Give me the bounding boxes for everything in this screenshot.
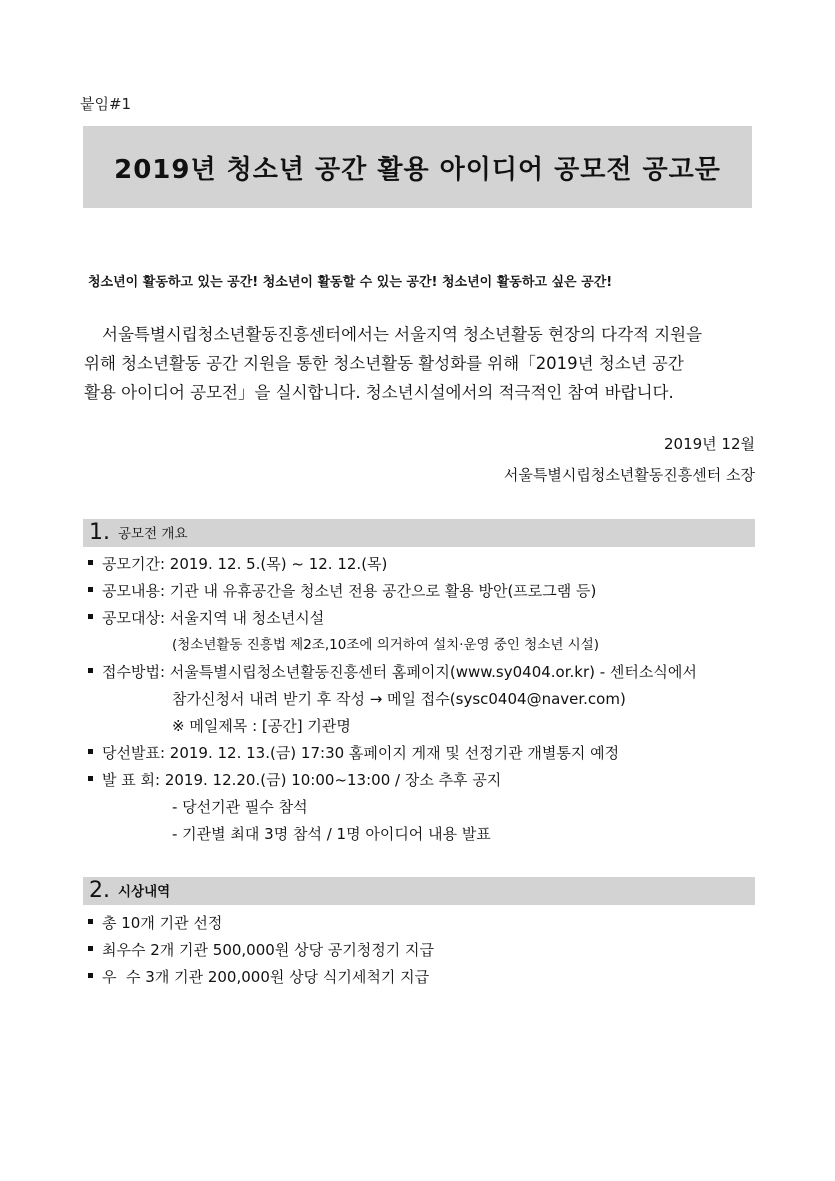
section-number: 1. — [89, 520, 110, 545]
section-title: 공모전 개요 — [118, 526, 188, 542]
list-item-content: 공모내용: 기관 내 유휴공간을 청소년 전용 공간으로 활용 방안(프로그램 등) — [88, 578, 758, 605]
list-item-presentation: 발 표 회: 2019. 12.20.(금) 10:00~13:00 / 장소 추후 공지 — [88, 767, 758, 794]
list-item-period: 공모기간: 2019. 12. 5.(목) ~ 12. 12.(목) — [88, 551, 758, 578]
issuing-organization: 서울특별시립청소년활동진흥센터 소장 — [503, 466, 755, 484]
list-item-method: 접수방법: 서울특별시립청소년활동진흥센터 홈페이지(www.sy0404.or.kr) - 센터소식에서 — [88, 659, 758, 686]
list-item-method-line2: 참가신청서 내려 받기 후 작성 → 메일 접수(sysc0404@naver.com) — [172, 690, 626, 708]
attachment-label: 붙임#1 — [80, 95, 132, 113]
bullet-icon — [88, 776, 93, 781]
section-number: 2. — [89, 878, 110, 903]
list-item-announcement: 당선발표: 2019. 12. 13.(금) 17:30 홈페이지 게재 및 선정기관 개별통지 예정 — [88, 740, 758, 767]
list-item-total: 총 10개 기관 선정 — [88, 910, 758, 937]
list-item-target-note: (청소년활동 진흥법 제2조,10조에 의거하여 설치·운영 중인 청소년 시설) — [172, 637, 600, 653]
section-header-overview — [83, 519, 755, 547]
list-item-presentation-sub: - 당선기관 필수 참석 — [172, 798, 308, 816]
bullet-icon — [88, 587, 93, 592]
list-item-grand-prize: 최우수 2개 기관 500,000원 상당 공기청정기 지급 — [88, 937, 758, 964]
intro-line: 활용 아이디어 공모전」을 실시합니다. 청소년시설에서의 적극적인 참여 바랍니다. — [84, 383, 674, 402]
intro-paragraph — [84, 320, 752, 407]
title-banner — [83, 126, 752, 208]
intro-line: 서울특별시립청소년활동진흥센터에서는 서울지역 청소년활동 현장의 다각적 지원을 — [102, 325, 703, 344]
list-item-presentation-sub: - 기관별 최대 3명 참석 / 1명 아이디어 내용 발표 — [172, 825, 491, 843]
bullet-icon — [88, 919, 93, 924]
slogan: 청소년이 활동하고 있는 공간! 청소년이 활동할 수 있는 공간! 청소년이 활동하고 싶은 공간! — [88, 275, 613, 290]
issue-date: 2019년 12월 — [663, 435, 755, 453]
intro-line: 위해 청소년활동 공간 지원을 통한 청소년활동 활성화를 위해「2019년 청소년 공간 — [84, 354, 684, 373]
bullet-icon — [88, 614, 93, 619]
list-item-excellence-prize: 우 수 3개 기관 200,000원 상당 식기세척기 지급 — [88, 964, 758, 991]
awards-list — [88, 910, 758, 991]
list-item-method-note: ※ 메일제목 : [공간] 기관명 — [172, 717, 351, 735]
bullet-icon — [88, 749, 93, 754]
bullet-icon — [88, 668, 93, 673]
overview-list — [88, 551, 758, 848]
bullet-icon — [88, 560, 93, 565]
section-title: 시상내역 — [118, 884, 171, 900]
document-title: 2019년 청소년 공간 활용 아이디어 공모전 공고문 — [114, 154, 721, 185]
section-header-awards — [83, 877, 755, 905]
bullet-icon — [88, 973, 93, 978]
bullet-icon — [88, 946, 93, 951]
list-item-target: 공모대상: 서울지역 내 청소년시설 — [88, 605, 758, 632]
